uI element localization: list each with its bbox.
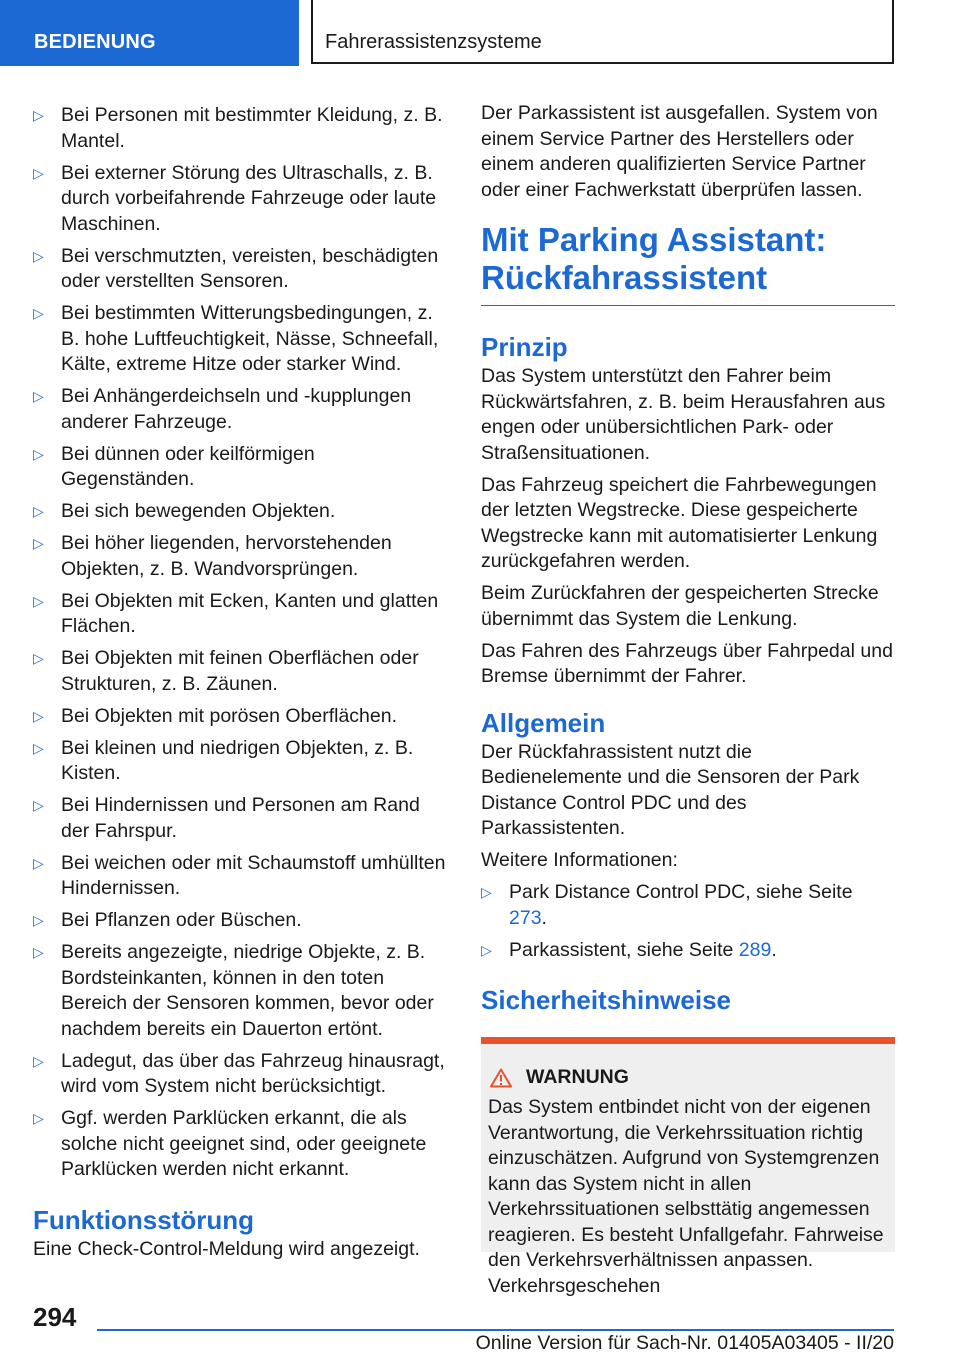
general-heading: Allgemein — [481, 707, 606, 738]
limitations-list — [33, 103, 448, 1183]
triangle-bullet-icon: ▷ — [33, 388, 44, 404]
reference-list — [481, 880, 895, 963]
safety-heading: Sicherheitshinweise — [481, 985, 731, 1015]
list-item: ▷ Bei Pflanzen oder Büschen. — [33, 908, 448, 934]
malfunction-heading: Funktionsstörung — [33, 1204, 254, 1235]
triangle-bullet-icon: ▷ — [33, 707, 44, 724]
list-item: ▷ Bei Hindernissen und Personen am Rand der Fahrspur. — [33, 794, 420, 842]
page-number: 294 — [33, 1302, 77, 1332]
list-item: ▷ Ladegut, das über das Fahrzeug hinausragt, wird vom System nicht berücksichtigt. — [33, 1049, 445, 1097]
list-item: ▷ Ggf. werden Parklücken erkannt, die als solche nicht geeignet sind, oder geeignete Parklücken werden nicht erkannt. — [33, 1107, 427, 1180]
principle-paragraph: Beim Zurückfahren der gespeicherten Strecke übernimmt das System die Lenkung. — [481, 582, 879, 630]
title-line-2: Rückfahrassistent — [481, 259, 768, 296]
list-item: ▷ Bei Personen mit bestimmter Kleidung, z. B. Mantel. — [33, 104, 443, 152]
triangle-bullet-icon: ▷ — [481, 941, 492, 958]
list-item: ▷ Bei kleinen und niedrigen Objekten, z. B. Kisten. — [33, 736, 414, 784]
list-item: ▷ Bei dünnen oder keilförmigen Gegenständen. — [33, 442, 315, 490]
list-item: ▷ Park Distance Control PDC, siehe Seite 273. — [481, 881, 853, 929]
footer-rule — [97, 1329, 894, 1331]
page-link-289[interactable]: 289 — [738, 938, 772, 961]
triangle-bullet-icon: ▷ — [33, 247, 44, 264]
warning-title — [488, 1066, 888, 1089]
list-item: ▷ Bei Objekten mit Ecken, Kanten und glatten Flächen. — [33, 589, 439, 637]
triangle-bullet-icon: ▷ — [33, 797, 44, 813]
principle-paragraph: Das Fahren des Fahrzeugs über Fahrpedal und Bremse übernimmt der Fahrer. — [481, 639, 893, 687]
list-item: ▷ Bei weichen oder mit Schaumstoff umhüllten Hindernissen. — [33, 851, 446, 899]
warning-text: Das System entbindet nicht von der eigenen Verantwortung, die Verkehrssituation richtig einzuschätzen. Aufgrund von Systemgrenzen kann das System nicht in allen Verkehrssituationen selbsttätig angemessen reagieren. Es besteht Unfallgefahr. Fahrweise den Verkehrsverhältnissen anpassen. Verkehrsgeschehen — [488, 1096, 884, 1297]
triangle-bullet-icon: ▷ — [33, 445, 44, 462]
triangle-bullet-icon: ▷ — [33, 535, 44, 551]
triangle-bullet-icon: ▷ — [481, 884, 492, 900]
triangle-bullet-icon: ▷ — [33, 912, 44, 928]
triangle-bullet-icon: ▷ — [33, 1052, 44, 1069]
page-link-273[interactable]: 273 — [509, 906, 542, 929]
section-tab — [0, 0, 299, 66]
list-item: ▷ Bei externer Störung des Ultraschalls, z. B. durch vorbeifahrende Fahrzeuge oder laute Maschinen. — [33, 161, 437, 235]
triangle-bullet-icon: ▷ — [33, 650, 44, 666]
general-text: Der Rückfahrassistent nutzt die Bedienelemente und die Sensoren der Park Distance Control PDC und des Parkassistenten. — [481, 740, 860, 839]
triangle-bullet-icon: ▷ — [33, 1110, 44, 1126]
right-column — [481, 101, 895, 1297]
triangle-bullet-icon: ▷ — [33, 944, 44, 960]
chapter-title: Fahrerassistenzsysteme — [325, 31, 542, 53]
more-info-label: Weitere Informationen: — [481, 849, 678, 871]
triangle-bullet-icon: ▷ — [33, 592, 44, 609]
section-title-reverse-assistant — [481, 221, 895, 306]
triangle-bullet-icon: ▷ — [33, 164, 44, 181]
triangle-bullet-icon: ▷ — [33, 305, 44, 321]
list-item: ▷ Bei höher liegenden, hervorstehenden Objekten, z. B. Wandvorsprüngen. — [33, 532, 392, 580]
online-version-note: Online Version für Sach-Nr. 01405A03405 - II/20 — [475, 1332, 894, 1354]
warning-triangle-icon — [490, 1068, 512, 1088]
principle-heading: Prinzip — [481, 332, 568, 362]
title-line-1: Mit Parking Assistant: — [481, 221, 827, 258]
section-title: BEDIENUNG — [34, 31, 156, 53]
list-item: ▷ Bei sich bewegenden Objekten. — [33, 499, 448, 525]
triangle-bullet-icon: ▷ — [33, 739, 44, 756]
principle-paragraph: Das System unterstützt den Fahrer beim Rückwärtsfahren, z. B. beim Herausfahren aus engen oder unübersichtlichen Park- oder Straßensituationen. — [481, 365, 886, 464]
principle-paragraph: Das Fahrzeug speichert die Fahrbewegungen der letzten Wegstrecke. Diese gespeicherte Wegstrecke kann mit automatisierter Lenkung zurückgefahren werden. — [481, 473, 878, 572]
list-item: ▷ Bereits angezeigte, niedrige Objekte, z. B. Bordsteinkanten, können in den toten Bereich der Sensoren kommen, bevor oder nachdem bereits ein Dauerton ertönt. — [33, 941, 434, 1040]
chapter-tab — [311, 0, 894, 64]
list-item: ▷ Bei Objekten mit feinen Oberflächen oder Strukturen, z. B. Zäunen. — [33, 647, 419, 695]
list-item: ▷ Bei Anhängerdeichseln und -kupplungen anderer Fahrzeuge. — [33, 385, 412, 433]
triangle-bullet-icon: ▷ — [33, 854, 44, 871]
list-item: ▷ Bei Objekten mit porösen Oberflächen. — [33, 704, 448, 730]
warning-label: WARNUNG — [526, 1066, 629, 1088]
list-item: ▷ Bei bestimmten Witterungsbedingungen, z. B. hohe Luftfeuchtigkeit, Nässe, Schneefall, Kälte, extreme Hitze oder starker Wind. — [33, 302, 439, 375]
malfunction-text: Eine Check-Control-Meldung wird angezeigt. — [33, 1237, 420, 1260]
left-column — [33, 103, 448, 1269]
warning-box — [481, 1037, 895, 1297]
triangle-bullet-icon: ▷ — [33, 503, 44, 519]
list-item: ▷ Bei verschmutzten, vereisten, beschädigten oder verstellten Sensoren. — [33, 244, 439, 292]
triangle-bullet-icon: ▷ — [33, 107, 44, 123]
list-item: ▷ Parkassistent, siehe Seite 289. — [481, 938, 895, 964]
intro-paragraph: Der Parkassistent ist ausgefallen. System von einem Service Partner des Herstellers oder einem anderen qualifizierten Service Partner oder einer Fachwerkstatt überprüfen lassen. — [481, 102, 878, 201]
